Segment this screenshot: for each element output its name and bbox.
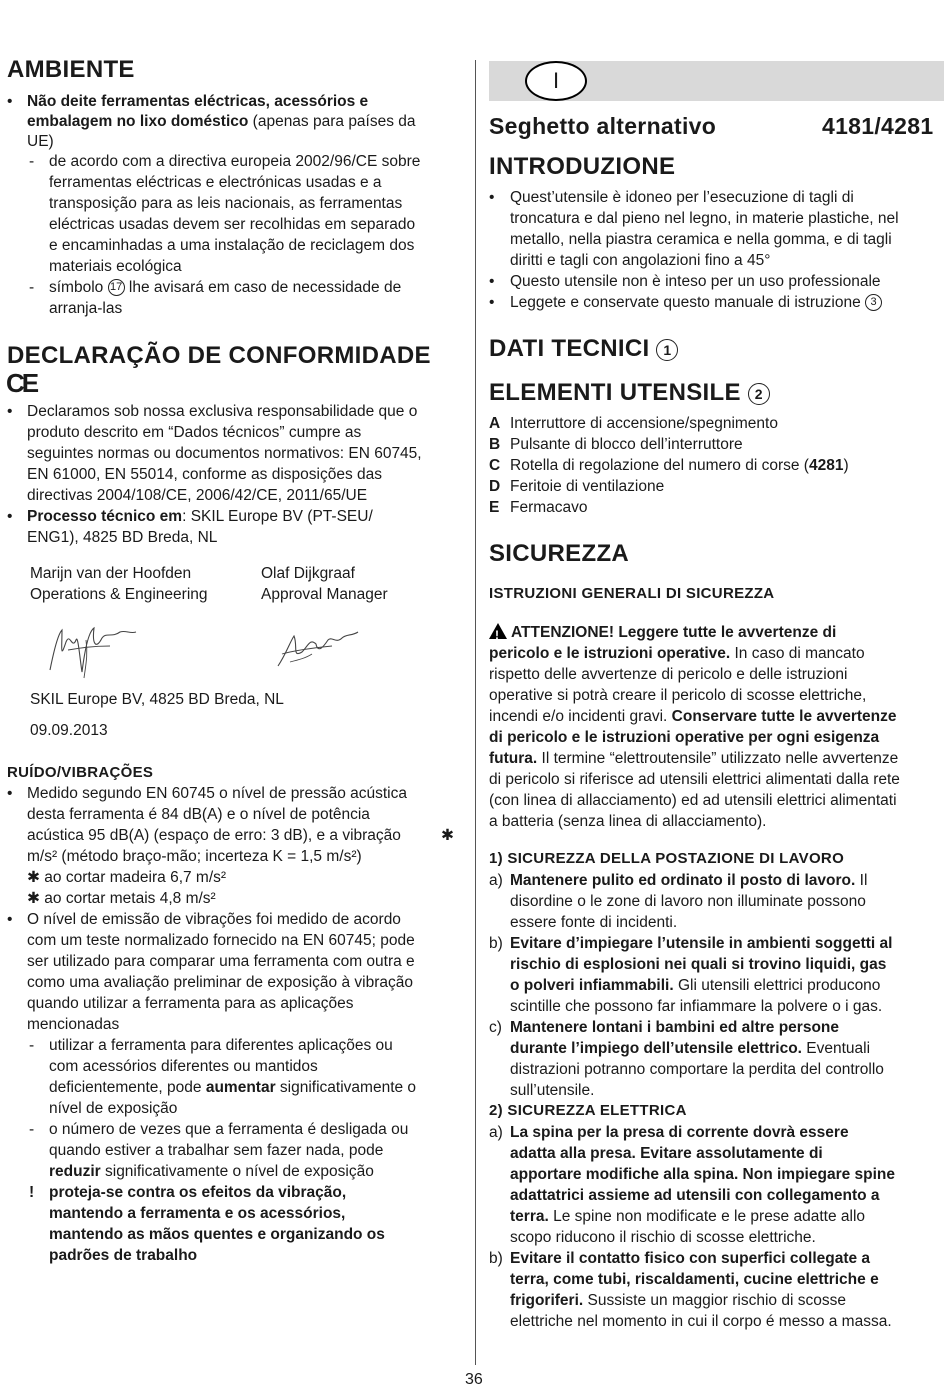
text-line: eléctricas usadas devem ser recolhidas em separado [49,216,416,233]
text-line: sull’utensile. [510,1082,595,1099]
text-line: essere fonte di incidenti. [510,914,678,931]
item-label: a) [489,1124,503,1141]
element-letter: D [489,478,501,495]
text-line: Evitare d’impiegare l’utensile in ambienti soggetti al [510,935,893,952]
ref-number-17: 17 [108,279,125,296]
text-line: Mantenere lontani i bambini ed altre persone [510,1019,840,1036]
text-line: m/s² (método braço-mão; incerteza K = 1,5 m/s²) [27,848,362,865]
text-line: scopo riducono il rischio di scosse elettriche. [510,1229,816,1246]
text-line: mantendo a ferramenta e os acessórios, [49,1205,346,1222]
declaration-date: 09.09.2013 [30,722,108,739]
text-line: com um teste normalizado fornecido na EN 60745; pode [27,932,415,949]
warning-icon [489,623,507,639]
dati-tecnici-title: DATI TECNICI 1 [489,335,678,363]
product-model: 4181/4281 [822,113,934,139]
text-line: EN 61000, EN 55014, conforme as disposições das [27,466,382,483]
text-line: o polveri infiammabili. Gli utensili elettrici producono [510,977,881,994]
text-line: UE) [27,133,54,150]
text-line: troncatura e dal pieno nel legno, in materie plastiche, nel [510,210,899,227]
ce-mark-icon: CE [6,368,37,398]
ref-number-2: 2 [748,383,770,405]
text-line: materiais ecológica [49,258,182,275]
signature-2-image [272,624,362,672]
text-line: Quest’utensile è idoneo per l’esecuzione di tagli di [510,189,854,206]
item-label: b) [489,1250,503,1267]
element-letter: A [489,415,501,432]
signer-1-role: Operations & Engineering [30,586,208,603]
page-number: 36 [465,1371,483,1388]
bullet-marker: • [7,785,13,802]
text-line: com acessórios diferentes ou mantidos [49,1058,318,1075]
exclamation-marker: ! [29,1184,35,1201]
text-line: futura. Il termine “elettroutensile” utilizzato nelle avvertenze [489,750,899,767]
text-line: Declaramos sob nossa exclusiva responsabilidade que o [27,403,418,420]
text-line: quando utilizar a ferramenta para as aplicações [27,995,354,1012]
text-line: rischio di esplosioni nei quali si trovino liquidi, gas [510,956,887,973]
text-line: pericolo e le istruzioni operative. In caso di mancato [489,645,865,662]
text-line: símbolo 17 lhe avisará em caso de necessidade de [49,279,402,296]
text-line: ENG1), 4825 BD Breda, NL [27,529,218,546]
text-line: ferramentas eléctricas e electrónicas usadas e a [49,174,382,191]
introduzione-title: INTRODUZIONE [489,153,676,180]
element-text: Interruttore di accensione/spegnimento [510,415,778,432]
text-line: directivas 2004/108/CE, 2006/42/CE, 2011/65/UE [27,487,368,504]
text-line: disordine o le zone di lavoro non illuminate possono [510,893,866,910]
dash-marker: - [29,153,35,170]
text-line: terra, come tubi, riscaldamenti, cucine elettriche e [510,1271,879,1288]
text-line: O nível de emissão de vibrações foi medido de acordo [27,911,401,928]
ref-number-1: 1 [656,339,678,361]
text-line: padrões de trabalho [49,1247,198,1264]
text-line: proteja-se contra os efeitos da vibração, [49,1184,347,1201]
dash-marker: - [29,1121,35,1138]
item-label: c) [489,1019,502,1036]
text-line: a batteria (senza linea di allacciamento). [489,813,767,830]
text-line: La spina per la presa di corrente dovrà essere [510,1124,849,1141]
text-line: nível de exposição [49,1100,178,1117]
text-line: mencionadas [27,1016,120,1033]
text-line: seguintes normas ou documentos normativos: EN 60745, [27,445,422,462]
text-line: Evitare il contatto fisico con superfici collegate a [510,1250,871,1267]
item-label: b) [489,935,503,952]
text-line: Questo utensile non è inteso per un uso professionale [510,273,881,290]
text-line: incendi e/o incidenti gravi. Conservare tutte le avvertenze [489,708,897,725]
text-line: elettriche nel momento in cui il corpo é messo a massa. [510,1313,892,1330]
ambiente-title: AMBIENTE [7,56,135,83]
text-line: rispetto delle avvertenze di pericolo e delle istruzioni [489,666,848,683]
text-line: utilizar a ferramenta para diferentes aplicações ou [49,1037,393,1054]
element-text: Fermacavo [510,499,588,516]
text-line: distrazioni potranno comportare la perdita del controllo [510,1061,884,1078]
ruido-title: RUÍDO/VIBRAÇÕES [7,764,154,781]
text-line: diritti e tagli con angolazioni fino a 45° [510,252,771,269]
signer-2-name: Olaf Dijkgraaf [261,565,355,582]
text-line: de acordo com a directiva europeia 2002/96/CE sobre [49,153,421,170]
bullet-marker: • [489,273,495,290]
text-line: operative si potrà creare il pericolo di scosse elettriche, [489,687,867,704]
language-badge: I [525,61,587,101]
element-letter: E [489,499,500,516]
signer-1-name: Marijn van der Hoofden [30,565,192,582]
text-line: Processo técnico em: SKIL Europe BV (PT-SEU/ [27,508,373,525]
bullet-marker: • [489,294,495,311]
text-line: (con linea di allacciamento) ed ad utensili elettrici alimentati [489,792,897,809]
star-symbol: ✱ [441,827,454,844]
signature-1-image [40,620,140,682]
text-line: deficientemente, pode aumentar significativamente o [49,1079,417,1096]
istruzioni-title: ISTRUZIONI GENERALI DI SICUREZZA [489,585,775,602]
item-label: a) [489,872,503,889]
signer-2-role: Approval Manager [261,586,388,603]
dash-marker: - [29,1037,35,1054]
text-line: apportare modifiche alla spina. Non impiegare spine [510,1166,896,1183]
text-line: scintille che possono far infiammare la polvere o i gas. [510,998,883,1015]
element-letter: B [489,436,501,453]
text-line: di pericolo e le istruzioni operative per ogni esigenza [489,729,880,746]
text-line: frigoriferi. Sussiste un maggior rischio di scosse [510,1292,846,1309]
text-line: !ATTENZIONE! Leggere tutte le avvertenze di [489,623,836,643]
bullet-marker: • [7,911,13,928]
text-line: reduzir significativamente o nível de exposição [49,1163,374,1180]
text-line: transposição para as leis nacionais, as ferramentas [49,195,403,212]
text-line: adattatrici assieme ad utensili con collegamento a [510,1187,880,1204]
text-line: Leggete e conservate questo manuale di istruzione 3 [510,293,882,313]
elementi-title: ELEMENTI UTENSILE 2 [489,379,770,407]
text-line: Medido segundo EN 60745 o nível de pressão acústica [27,785,407,802]
text-line: ser utilizado para comparar uma ferramenta com outra e [27,953,415,970]
text-line: metallo, nella piastra ceramica e nella gomma, e di tagli [510,231,892,248]
bullet-marker: • [7,93,13,110]
text-line: desta ferramenta é 84 dB(A) e o nível de potência [27,806,370,823]
section-2-title: 2) SICUREZZA ELETTRICA [489,1102,687,1119]
text-line: mantendo as mãos quentes e organizando os [49,1226,385,1243]
dash-marker: - [29,279,35,296]
text-line: durante l’impiego dell’utensile elettrico. Eventuali [510,1040,871,1057]
column-divider [475,60,476,1365]
element-text: Rotella di regolazione del numero di corse (4281) [510,457,849,474]
text-line: terra. Le spine non modificate e le prese adatte allo [510,1208,866,1225]
element-letter: C [489,457,501,474]
text-line: ✱ ao cortar madeira 6,7 m/s² [27,869,227,886]
text-line: arranja-las [49,300,123,317]
bullet-marker: • [7,508,13,525]
text-line: acústica 95 dB(A) (espaço de erro: 3 dB), e a vibração [27,827,401,844]
ref-number-3: 3 [865,294,882,311]
company-address: SKIL Europe BV, 4825 BD Breda, NL [30,691,284,708]
text-line: adatta alla presa. Evitare assolutamente di [510,1145,823,1162]
element-text: Pulsante di blocco dell’interruttore [510,436,743,453]
text-line: o número de vezes que a ferramenta é desligada ou [49,1121,409,1138]
text-line: Mantenere pulito ed ordinato il posto di lavoro. Il [510,872,868,889]
product-name: Seghetto alternativo [489,113,717,139]
text-line: e encaminhadas a uma instalação de reciclagem dos [49,237,415,254]
bullet-marker: • [7,403,13,420]
text-line: Não deite ferramentas eléctricas, acessórios e [27,93,369,110]
text-line: embalagem no lixo doméstico (apenas para países da [27,113,416,130]
text-line: como uma avaliação preliminar de exposição à vibração [27,974,413,991]
text-line: di pericolo si riferisce ad utensili elettrici alimentati dalla rete [489,771,900,788]
bullet-marker: • [489,189,495,206]
element-text: Feritoie di ventilazione [510,478,665,495]
text-line: produto descrito em “Dados técnicos” cumpre as [27,424,362,441]
sicurezza-title: SICUREZZA [489,540,630,567]
text-line: ✱ ao cortar metais 4,8 m/s² [27,890,216,907]
text-line: quando estiver a trabalhar sem fazer nada, pode [49,1142,384,1159]
declaracao-title: DECLARAÇÃO DE CONFORMIDADE [7,342,431,369]
section-1-title: 1) SICUREZZA DELLA POSTAZIONE DI LAVORO [489,850,845,867]
